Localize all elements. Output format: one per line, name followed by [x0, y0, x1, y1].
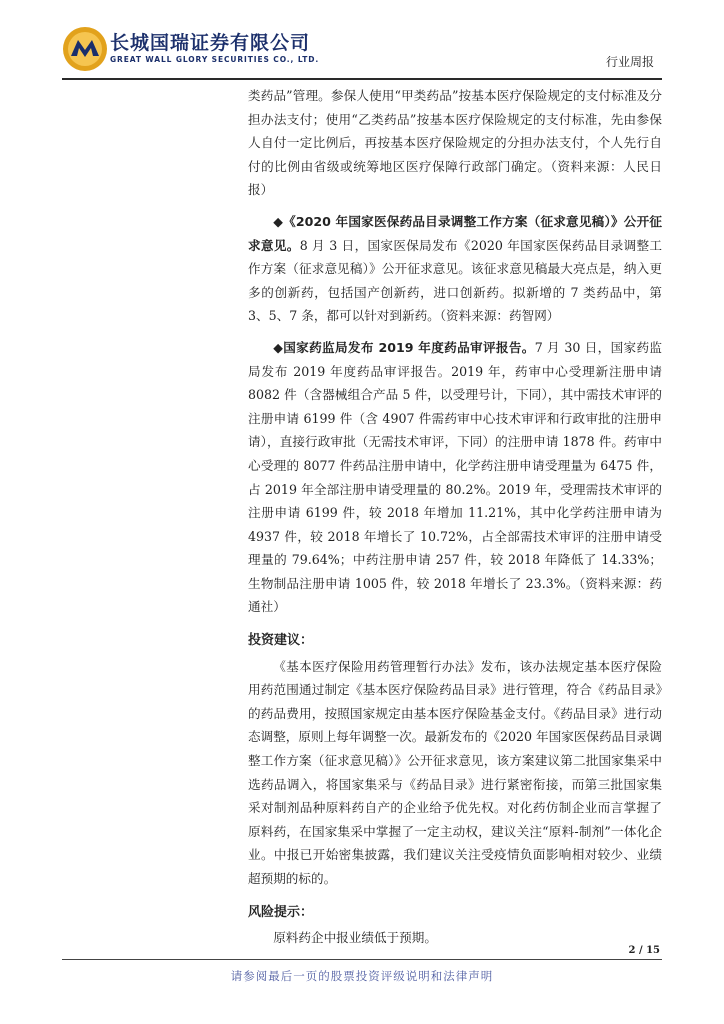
news-title: ◆国家药监局发布 2019 年度药品审评报告。: [273, 339, 535, 355]
news-item-nhsa-catalog: [248, 210, 662, 328]
investment-heading: 投资建议：: [248, 633, 314, 649]
company-logo-icon: [62, 26, 108, 72]
risk-heading: 风险提示：: [248, 904, 314, 920]
news-item-nmpa-report: [248, 336, 662, 619]
company-name-en: GREAT WALL GLORY SECURITIES CO., LTD.: [110, 55, 320, 64]
main-content: [248, 84, 662, 950]
page-number: 2 / 15: [628, 945, 660, 956]
company-name-cn: 长城国瑞证券有限公司: [110, 32, 311, 54]
paragraph-continuation: 类药品”管理。参保人使用“甲类药品”按基本医疗保险规定的支付标准及分担办法支付；使用“乙类药品”按基本医疗保险规定的支付标准，先由参保人自付一定比例后，再按基本医疗保险规定的分担办法支付，个人先行自付的比例由省级或统筹地区医疗保障行政部门确定。（资料来源：人民日报）: [248, 88, 662, 198]
investment-text: 《基本医疗保险用药管理暂行办法》发布，该办法规定基本医疗保险用药范围通过制定《基本医疗保险药品目录》进行管理，符合《药品目录》的药品费用，按照国家规定由基本医疗保险基金支付。《药品目录》进行动态调整，原则上每年调整一次。最新发布的《2020 年国家医保药品目录调整工作方案（征求意见稿）》公开征求意见，该方案建议第二批国家集采中选药品调入，将国家集采与《药品目录》进行紧密衔接，而第三批国家集采对制剂品种原料药自产的企业给予优先权。对化药仿制企业而言掌握了原料药，在国家集采中掌握了一定主动权，建议关注“原料-制剂”一体化企业。中报已开始密集披露，我们建议关注受疫情负面影响相对较少、业绩超预期的标的。: [248, 658, 662, 886]
news-body: 8 月 3 日，国家医保局发布《2020 年国家医保药品目录调整工作方案（征求意见稿）》公开征求意见。该征求意见稿最大亮点是，纳入更多的创新药，包括国产创新药，进口创新药。拟新增的 7 类药品中，第 3、5、7 条，都可以针对到新药。（资料来源：药智网）: [248, 237, 663, 324]
page-header: [0, 0, 724, 82]
header-divider: [62, 78, 662, 80]
report-type-label: 行业周报: [605, 55, 654, 69]
footer-divider: [62, 959, 662, 960]
risk-text: 原料药企中报业绩低于预期。: [273, 930, 437, 946]
footer-disclaimer: 请参阅最后一页的股票投资评级说明和法律声明: [230, 969, 494, 983]
news-title: ◆《2020 年国家医保药品目录调整工作方案（征求意见稿）》公开征求意见。: [248, 213, 662, 253]
news-body: 7 月 30 日，国家药监局发布 2019 年度药品审评报告。2019 年，药审中心受理新注册申请 8082 件（含器械组合产品 5 件，以受理号计，下同），其中需技术审评的注册申请 6199 件（含 4907 件需药审中心技术审评和行政审批的注册申请），直接行政审批（无需技术审评，下同）的注册申请 1878 件。药审中心受理的 8077 件药品注册申请中，化学药注册申请受理量为 6475 件，占 2019 年全部注册申请受理量的 80.2%。2019 年，受理需技术审评的注册申请 6199 件，较 2018 年增加 11.21%，其中化学药注册申请为 4937 件，较 2018 年增长了 10.72%，占全部需技术审评的注册申请受理量的 79.64%；中药注册申请 257 件，较 2018 年降低了 14.33%；生物制品注册申请 1005 件，较 2018 年增长了 23.3%。（资料来源：药通社）: [248, 339, 662, 615]
